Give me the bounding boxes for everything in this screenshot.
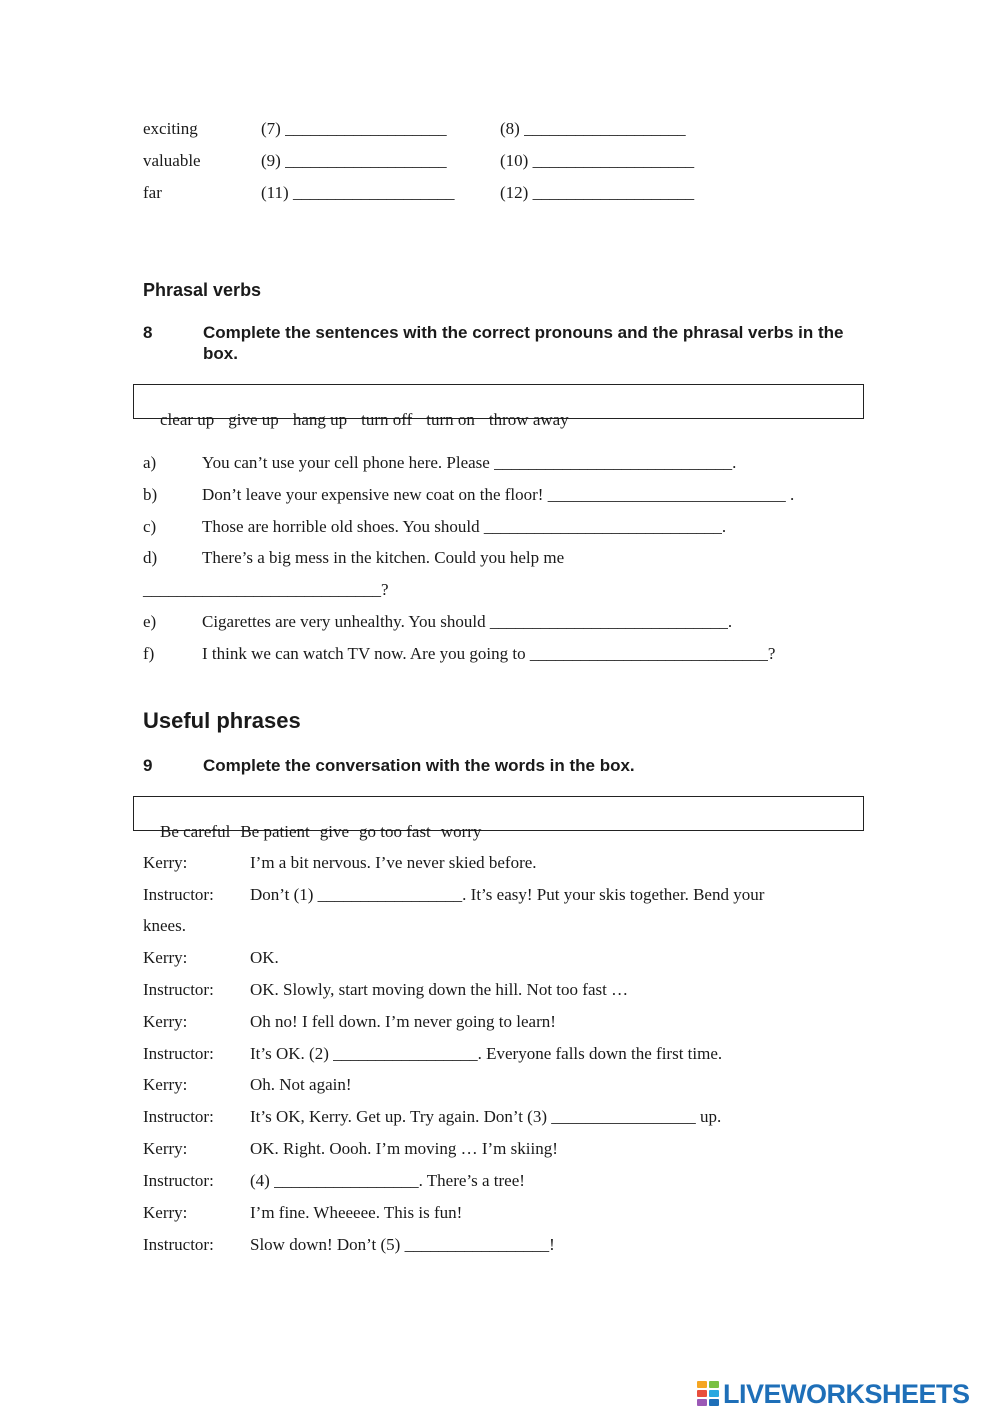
word-box-item: clear up xyxy=(160,410,215,429)
dialogue-text: I’m fine. Wheeeee. This is fun! xyxy=(250,1203,463,1222)
dialogue-text: OK. Right. Oooh. I’m moving … I’m skiing! xyxy=(250,1139,558,1158)
word-box-item: worry xyxy=(440,822,482,841)
conversation-line xyxy=(143,885,765,907)
adjective-row xyxy=(143,119,686,141)
dialogue-continuation: knees. xyxy=(143,916,186,935)
conversation-line xyxy=(143,1139,558,1161)
speaker-name: Instructor: xyxy=(143,1107,214,1126)
sentence-text: There’s a big mess in the kitchen. Could you help me xyxy=(202,548,565,567)
word-box-item: give xyxy=(319,822,350,841)
speaker-name: Instructor: xyxy=(143,885,214,904)
answer-blank[interactable]: (11) ___________________ xyxy=(261,183,455,202)
word-box-item: Be patient xyxy=(240,822,310,841)
sentence-text[interactable]: Don’t leave your expensive new coat on the floor! ____________________________ . xyxy=(202,485,795,504)
conversation-line xyxy=(143,948,279,970)
answer-blank[interactable]: (7) ___________________ xyxy=(261,119,447,138)
conversation-line xyxy=(143,980,629,1002)
word-box-useful-phrases xyxy=(133,796,864,841)
speaker-name: Instructor: xyxy=(143,1235,214,1254)
conversation-line xyxy=(143,1044,723,1066)
conversation-line xyxy=(143,916,186,938)
speaker-name: Kerry: xyxy=(143,1139,188,1158)
sentence-letter: c) xyxy=(143,517,157,536)
adjective-row xyxy=(143,183,695,205)
sentence-item xyxy=(143,517,727,539)
speaker-name: Kerry: xyxy=(143,1203,188,1222)
exercise-instruction: Complete the sentences with the correct pronouns and the phrasal verbs in the box. xyxy=(203,323,844,363)
word-box-item: turn off xyxy=(361,410,413,429)
conversation-line xyxy=(143,1203,463,1225)
sentence-item xyxy=(143,548,565,570)
exercise-instruction: Complete the conversation with the words in the box. xyxy=(203,756,635,775)
sentence-item xyxy=(143,644,776,666)
dialogue-text: OK. xyxy=(250,948,279,967)
sentence-continuation-blank[interactable]: ____________________________? xyxy=(143,580,389,599)
dialogue-text: I’m a bit nervous. I’ve never skied before. xyxy=(250,853,537,872)
answer-blank[interactable]: (10) ___________________ xyxy=(500,151,695,170)
sentence-text[interactable]: Cigarettes are very unhealthy. You should ____________________________. xyxy=(202,612,733,631)
speaker-name: Instructor: xyxy=(143,1171,214,1190)
adjective-word: valuable xyxy=(143,151,201,170)
sentence-text[interactable]: You can’t use your cell phone here. Please ____________________________. xyxy=(202,453,737,472)
conversation-line xyxy=(143,1235,555,1257)
dialogue-text[interactable]: It’s OK. (2) _________________. Everyone falls down the first time. xyxy=(250,1044,723,1063)
speaker-name: Instructor: xyxy=(143,980,214,999)
word-box-item: Be careful xyxy=(160,822,231,841)
answer-blank[interactable]: (8) ___________________ xyxy=(500,119,686,138)
exercise-number: 9 xyxy=(143,756,153,775)
speaker-name: Kerry: xyxy=(143,948,188,967)
sentence-text[interactable]: Those are horrible old shoes. You should ____________________________. xyxy=(202,517,727,536)
exercise-number: 8 xyxy=(143,323,153,342)
word-box-item: go too fast xyxy=(359,822,431,841)
sentence-letter: d) xyxy=(143,548,158,567)
word-box-phrasal-verbs xyxy=(133,384,864,429)
speaker-name: Kerry: xyxy=(143,1075,188,1094)
liveworksheets-logo[interactable] xyxy=(697,1378,970,1410)
adjective-word: exciting xyxy=(143,119,198,138)
conversation-line xyxy=(143,1075,352,1097)
sentence-item xyxy=(143,453,737,475)
adjective-row xyxy=(143,151,695,173)
dialogue-text: Oh no! I fell down. I’m never going to learn! xyxy=(250,1012,556,1031)
word-box-item: hang up xyxy=(292,410,348,429)
conversation-line xyxy=(143,1171,525,1193)
sentence-letter: e) xyxy=(143,612,157,631)
sentence-letter: f) xyxy=(143,644,155,663)
word-box-item: throw away xyxy=(488,410,569,429)
sentence-letter: a) xyxy=(143,453,157,472)
answer-blank[interactable]: (9) ___________________ xyxy=(261,151,447,170)
conversation-line xyxy=(143,853,537,875)
conversation-line xyxy=(143,1107,722,1129)
adjective-word: far xyxy=(143,183,162,202)
section-title-phrasal-verbs: Phrasal verbs xyxy=(143,280,262,300)
dialogue-text: OK. Slowly, start moving down the hill. Not too fast … xyxy=(250,980,629,999)
sentence-text[interactable]: I think we can watch TV now. Are you going to ____________________________? xyxy=(202,644,776,663)
speaker-name: Instructor: xyxy=(143,1044,214,1063)
dialogue-text[interactable]: (4) _________________. There’s a tree! xyxy=(250,1171,525,1190)
speaker-name: Kerry: xyxy=(143,853,188,872)
word-box-list xyxy=(143,390,583,450)
dialogue-text[interactable]: Slow down! Don’t (5) _________________! xyxy=(250,1235,555,1254)
speaker-name: Kerry: xyxy=(143,1012,188,1031)
dialogue-text[interactable]: Don’t (1) _________________. It’s easy! Put your skis together. Bend your xyxy=(250,885,765,904)
dialogue-text: Oh. Not again! xyxy=(250,1075,352,1094)
conversation-line xyxy=(143,1012,556,1034)
section-title-useful-phrases: Useful phrases xyxy=(143,708,301,733)
dialogue-text[interactable]: It’s OK, Kerry. Get up. Try again. Don’t (3) _________________ up. xyxy=(250,1107,722,1126)
sentence-letter: b) xyxy=(143,485,158,504)
sentence-item xyxy=(143,612,733,634)
sentence-item xyxy=(143,485,795,507)
word-box-item: give up xyxy=(228,410,279,429)
answer-blank[interactable]: (12) ___________________ xyxy=(500,183,695,202)
word-box-item: turn on xyxy=(426,410,475,429)
logo-text: LIVEWORKSHEETS xyxy=(723,1378,970,1409)
liveworksheets-logo-icon xyxy=(697,1381,721,1407)
